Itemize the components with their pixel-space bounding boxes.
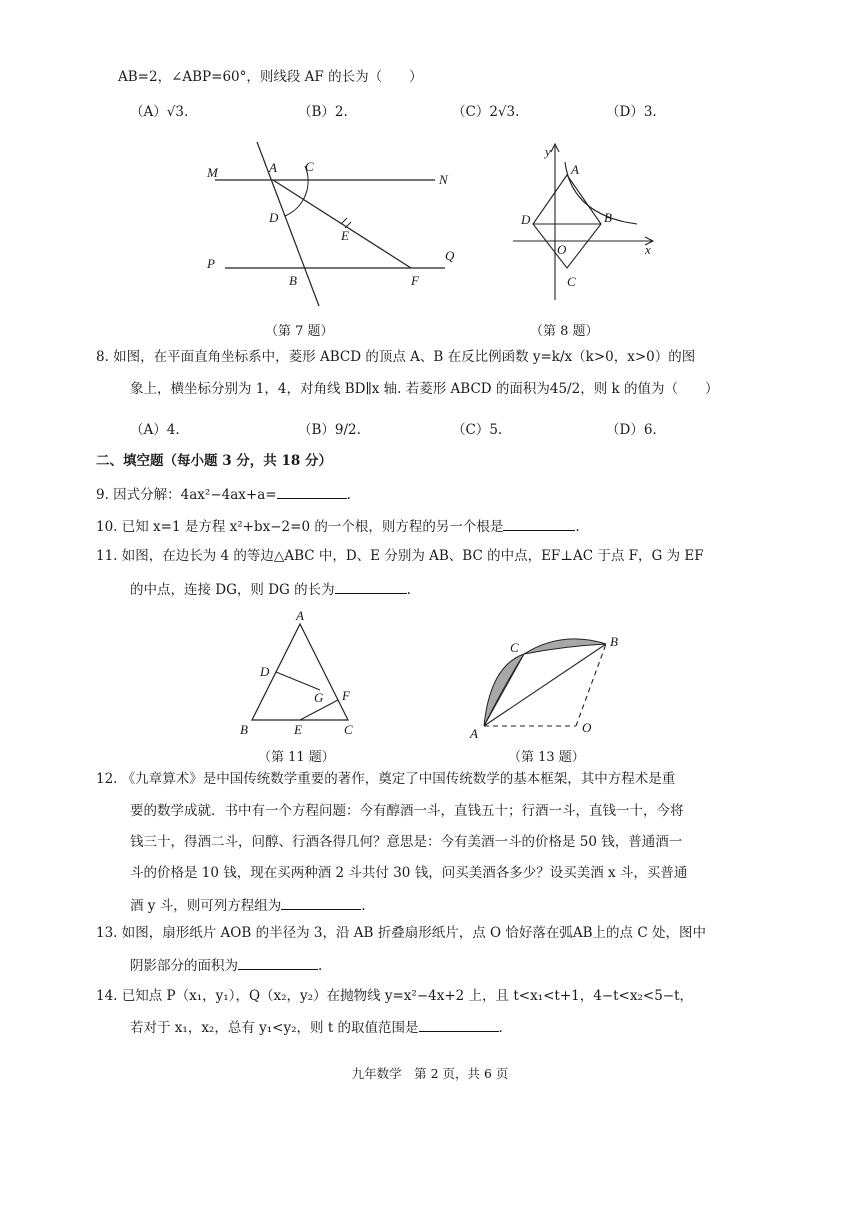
q9-text [96,484,351,504]
label-c: C [344,722,353,737]
label-b: B [610,634,618,649]
q11-stem: 的中点，连接 DG，则 DG 的长为 [130,582,335,598]
label-g: G [314,690,324,705]
label-p: P [207,256,215,271]
figure-11 [232,608,372,743]
rhombus-abcd [533,175,601,268]
label-d: D [269,210,279,225]
q8-line-2: 象上，横坐标分别为 1，4，对角线 BD∥x 轴. 若菱形 ABCD 的面积为45/2，则 k 的值为（ ） [130,381,719,397]
q11-answer-blank[interactable] [335,579,407,594]
label-c: C [510,640,519,655]
q12-line-5 [130,895,366,915]
fig13-caption: （第 13 题） [508,750,585,765]
fig8-caption: （第 8 题） [530,324,599,339]
fig7-caption: （第 7 题） [265,324,334,339]
figure-8 [505,140,665,310]
label-o: O [582,720,592,735]
q7-option-a: （A）√3. [130,104,189,120]
q11-line-2 [130,579,411,599]
figure-13 [462,626,632,744]
label-y: y [545,144,551,159]
line-af [273,180,411,268]
label-m: M [207,165,218,180]
q8-line-1: 8. 如图，在平面直角坐标系中，菱形 ABCD 的顶点 A、B 在反比例函数 y=k/x（k>0，x>0）的图 [96,349,696,365]
q9-period: . [346,487,351,503]
segment-ob-dashed [576,644,606,726]
label-o: O [557,242,567,257]
q8-option-a: （A）4. [130,422,180,438]
label-c: C [305,159,314,174]
q12-line-3: 钱三十，得酒二斗，问醇、行酒各得几何？意思是：今有美酒一斗的价格是 50 钱，普通酒一 [130,834,683,850]
q9-answer-blank[interactable] [277,484,347,499]
q14-answer-blank[interactable] [419,1017,499,1032]
label-a: A [296,608,304,623]
label-b: B [289,273,297,288]
q14-period: . [498,1020,503,1036]
q12-period: . [361,898,366,914]
q8-option-b: （B）9/2. [298,422,361,438]
label-e: E [341,228,349,243]
hyperbola-tail [625,222,637,224]
fig11-caption: （第 11 题） [258,750,335,765]
q12-line-2: 要的数学成就．书中有一个方程问题：今有醇酒一斗，直钱五十；行酒一斗，直钱一十，今将 [130,803,684,819]
arc-mark-e [341,218,351,228]
q12-stem: 酒 y 斗，则可列方程组为 [130,898,282,914]
label-x: x [645,242,651,257]
q7-option-d: （D）3. [606,104,657,120]
label-f: F [342,688,350,703]
page-footer: 九年数学 第 2 页，共 6 页 [351,1066,509,1081]
segment-dg [276,672,320,690]
q7-option-c: （C）2√3. [452,104,520,120]
label-d: D [521,212,531,227]
label-a: A [571,162,579,177]
q14-line-1: 14. 已知点 P（x₁，y₁），Q（x₂，y₂）在抛物线 y=x²−4x+2 上，且 t<x₁<t+1，4−t<x₂<5−t， [96,988,694,1004]
q7-text: AB=2，∠ABP=60°，则线段 AF 的长为（ ） [118,69,423,85]
label-d: D [260,664,270,679]
label-a: A [470,726,478,741]
q8-option-c: （C）5. [452,422,503,438]
section-2-title: 二、填空题（每小题 3 分，共 18 分） [96,453,332,469]
label-q: Q [445,248,455,263]
q14-line-2 [130,1017,503,1037]
q12-answer-blank[interactable] [281,895,361,910]
figure-7 [195,140,475,310]
q8-option-d: （D）6. [606,422,657,438]
q13-period: . [318,958,323,974]
q10-text [96,516,580,536]
segment-ac [484,654,524,726]
q10-period: . [575,519,580,535]
label-f: F [411,273,419,288]
q12-line-4: 斗的价格是 10 钱，现在买两种酒 2 斗共付 30 钱，问买美酒各多少？设买美酒 x 斗，买普通 [130,865,688,881]
q10-stem: 10. 已知 x=1 是方程 x²+bx−2=0 的一个根，则方程的另一个根是 [96,519,504,535]
q9-stem: 9. 因式分解：4ax²−4ax+a= [96,487,277,503]
q11-line-1: 11. 如图，在边长为 4 的等边△ABC 中，D、E 分别为 AB、BC 的中点，EF⊥AC 于点 F，G 为 EF [96,548,704,564]
label-e: E [294,722,302,737]
label-a: A [269,160,277,175]
q14-stem: 若对于 x₁，x₂，总有 y₁<y₂，则 t 的取值范围是 [130,1020,419,1036]
q10-answer-blank[interactable] [503,516,575,531]
q13-stem: 阴影部分的面积为 [130,958,238,974]
label-b: B [604,210,612,225]
q13-answer-blank[interactable] [238,955,318,970]
q7-option-b: （B）2. [298,104,348,120]
q11-period: . [406,582,411,598]
q12-line-1: 12. 《九章算术》是中国传统数学重要的著作，奠定了中国传统数学的基本框架，其中方程术是重 [96,771,676,787]
q13-line-1: 13. 如图，扇形纸片 AOB 的半径为 3，沿 AB 折叠扇形纸片，点 O 恰好落在弧AB上的点 C 处，图中 [96,925,706,941]
label-c: C [567,274,576,289]
q13-line-2 [130,955,322,975]
label-n: N [439,172,448,187]
label-b: B [240,722,248,737]
